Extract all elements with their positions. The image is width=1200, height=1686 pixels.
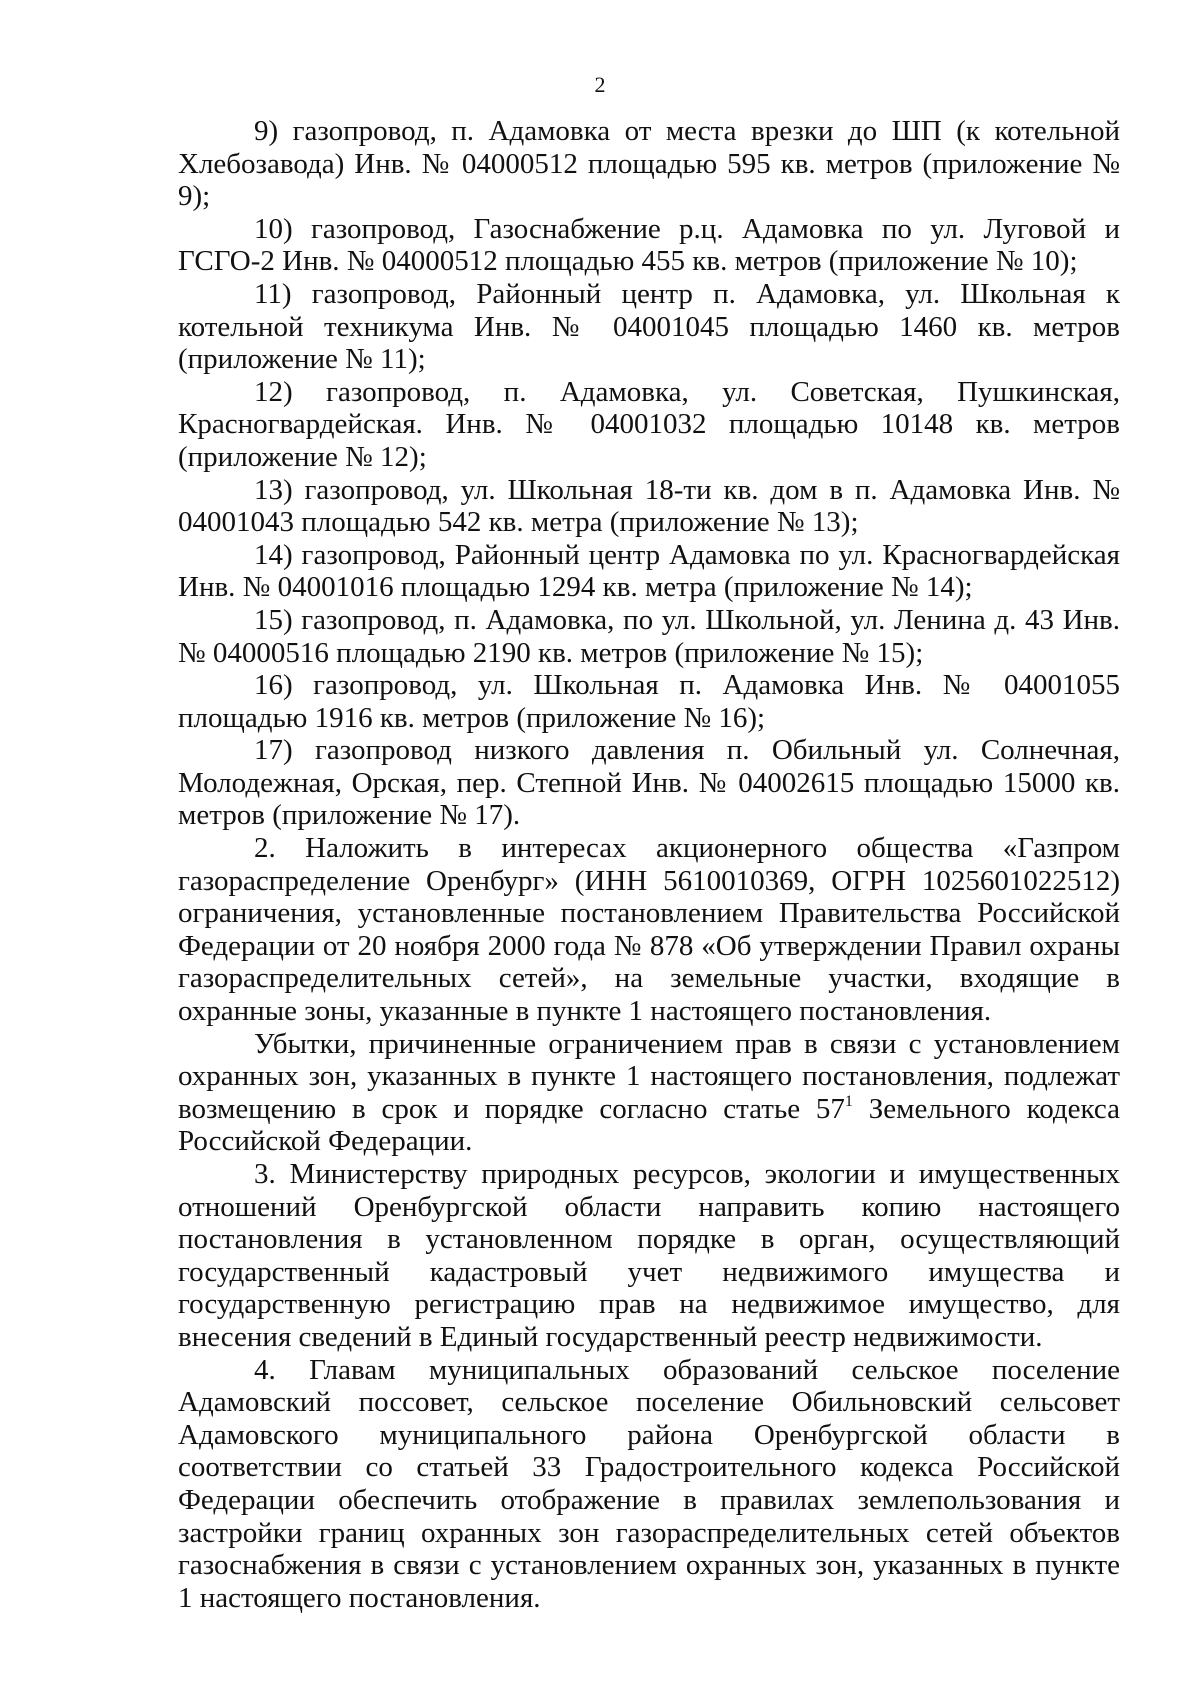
document-body bbox=[178, 115, 1120, 1614]
paragraph-item-12: 12) газопровод, п. Адамовка, ул. Советская, Пушкинская, Красногвардейская. Инв. № 04001032 площадью 10148 кв. метров (приложение № 12); bbox=[178, 375, 1120, 473]
paragraph-clause-4: 4. Главам муниципальных образований сельское поселение Адамовский поссовет, сельское поселение Обильновский сельсовет Адамовского муниципального района Оренбургской области в соответствии со статьей 33 Градостроительного кодекса Российской Федерации обеспечить отображение в правилах землепользования и застройки границ охранных зон газораспределительных сетей объектов газоснабжения в связи с установлением охранных зон, указанных в пункте 1 настоящего постановления. bbox=[178, 1353, 1120, 1614]
paragraph-item-9: 9) газопровод, п. Адамовка от места врезки до ШП (к котельной Хлебозавода) Инв. № 04000512 площадью 595 кв. метров (приложение № 9); bbox=[178, 115, 1120, 213]
paragraph-item-14: 14) газопровод, Районный центр Адамовка по ул. Красногвардейская Инв. № 04001016 площадью 1294 кв. метра (приложение № 14); bbox=[178, 538, 1120, 604]
page-number: 2 bbox=[594, 72, 606, 97]
losses-text-end: Земельного кодекса Российской Федерации. bbox=[178, 1092, 1120, 1158]
paragraph-losses bbox=[178, 1028, 1120, 1158]
paragraph-item-13: 13) газопровод, ул. Школьная 18-ти кв. дом в п. Адамовка Инв. № 04001043 площадью 542 кв. метра (приложение № 13); bbox=[178, 473, 1120, 539]
paragraph-item-17: 17) газопровод низкого давления п. Обильный ул. Солнечная, Молодежная, Орская, пер. Степной Инв. № 04002615 площадью 15000 кв. метров (приложение № 17). bbox=[178, 734, 1120, 832]
paragraph-item-15: 15) газопровод, п. Адамовка, по ул. Школьной, ул. Ленина д. 43 Инв. № 04000516 площадью 2190 кв. метров (приложение № 15); bbox=[178, 603, 1120, 669]
paragraph-item-11: 11) газопровод, Районный центр п. Адамовка, ул. Школьная к котельной техникума Инв. № 04001045 площадью 1460 кв. метров (приложение № 11); bbox=[178, 277, 1120, 376]
losses-text: Убытки, причиненные ограничением прав в связи с установлением охранных зон, указанных в пункте 1 настоящего постановления, подлежат возмещению в срок и порядке согласно статье 57 bbox=[178, 1027, 1120, 1125]
paragraph-item-10: 10) газопровод, Газоснабжение р.ц. Адамовка по ул. Луговой и ГСГО-2 Инв. № 04000512 площадью 455 кв. метров (приложение № 10); bbox=[178, 212, 1120, 278]
paragraph-item-16: 16) газопровод, ул. Школьная п. Адамовка Инв. № 04001055 площадью 1916 кв. метров (приложение № 16); bbox=[178, 669, 1120, 734]
paragraph-clause-2: 2. Наложить в интересах акционерного общества «Газпром газораспределение Оренбург» (ИНН 5610010369, ОГРН 1025601022512) ограничения, установленные постановлением Правительства Российской Федерации от 20 ноября 2000 года № 878 «Об утверждении Правил охраны газораспределительных сетей», на земельные участки, входящие в охранные зоны, указанные в пункте 1 настоящего постановления. bbox=[178, 832, 1120, 1028]
article-superscript: 1 bbox=[844, 1092, 853, 1110]
paragraph-clause-3: 3. Министерству природных ресурсов, экологии и имущественных отношений Оренбургской области направить копию настоящего постановления в установленном порядке в орган, осуществляющий государственный кадастровый учет недвижимого имущества и государственную регистрацию прав на недвижимое имущество, для внесения сведений в Единый государственный реестр недвижимости. bbox=[178, 1158, 1120, 1353]
